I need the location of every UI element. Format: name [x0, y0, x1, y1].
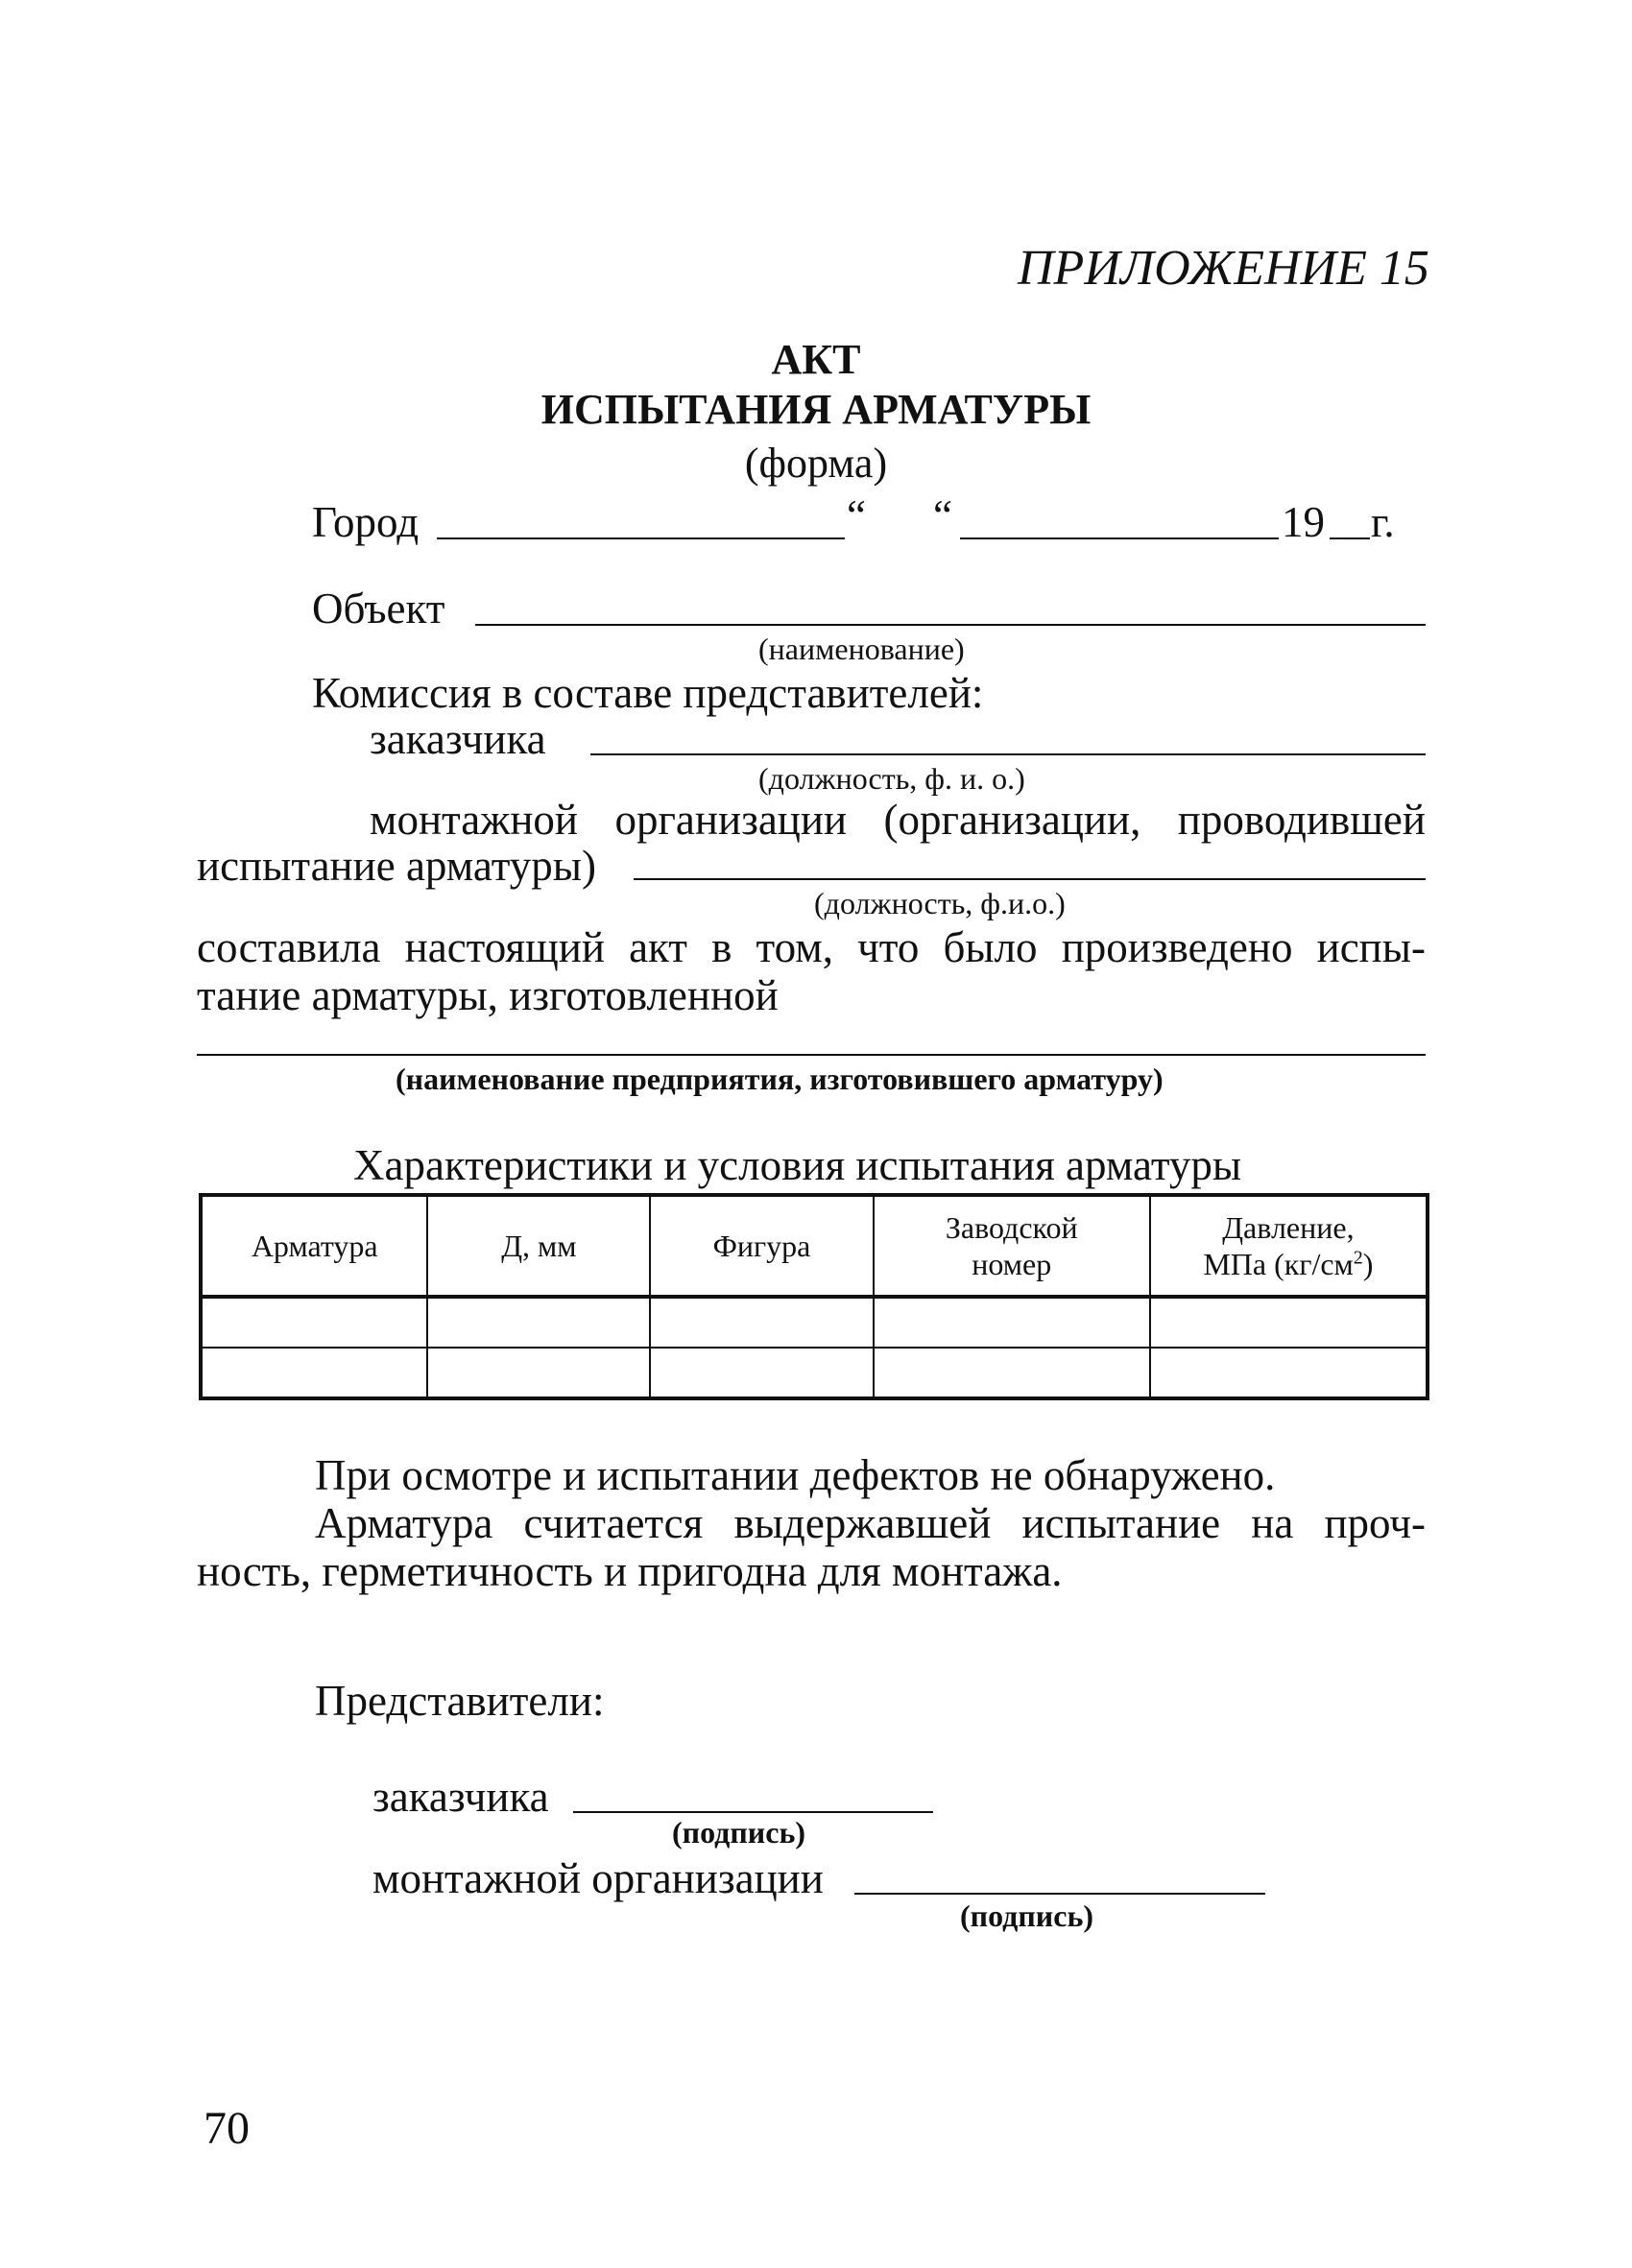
- header-serial-line-1: Заводской: [945, 1209, 1078, 1245]
- table-cell: [1150, 1297, 1428, 1348]
- conclusion-word: испытание: [1021, 1499, 1221, 1547]
- header-pressure-sup: 2: [1353, 1247, 1363, 1269]
- title-line-2: ИСПЫТАНИЯ АРМАТУРЫ: [540, 386, 1092, 433]
- conclusion-word: Арматура: [315, 1499, 493, 1547]
- customer-caption: (должность, ф. и. о.): [758, 761, 1025, 796]
- installer-blank-line: [634, 878, 1426, 880]
- installer-word: монтажной: [370, 796, 579, 844]
- table-header-cell: [201, 1195, 427, 1297]
- statement-word: произведено: [1061, 923, 1293, 971]
- header-diameter: Д, мм: [501, 1228, 577, 1263]
- header-pressure-tail: ): [1362, 1247, 1374, 1281]
- installer-word: проводившей: [1177, 796, 1426, 844]
- installer-word: организации: [614, 796, 848, 844]
- installer-line-1: [370, 796, 1426, 844]
- conclusion-line-3: ность, герметичность и пригодна для монтажа.: [197, 1547, 1063, 1595]
- conclusion-line-1: При осмотре и испытании дефектов не обнаружено.: [315, 1451, 1276, 1499]
- statement-word: что: [857, 923, 920, 971]
- signature-customer-line: [573, 1811, 933, 1813]
- characteristics-table: [199, 1193, 1429, 1400]
- customer-blank-line: [590, 753, 1426, 755]
- manufacturer-blank-line: [197, 1054, 1426, 1056]
- conclusion-word: проч-: [1324, 1499, 1426, 1547]
- table-cell: [427, 1297, 650, 1348]
- date-day-quote-close: “: [933, 491, 952, 539]
- date-year-blank-line: [1330, 537, 1370, 539]
- table-row: [201, 1297, 1428, 1348]
- header-armature: Арматура: [251, 1228, 378, 1263]
- city-label: Город: [312, 498, 420, 546]
- signature-installer-label: монтажной организации: [372, 1854, 824, 1902]
- date-year-suffix: г.: [1371, 498, 1395, 546]
- signature-installer-caption: (подпись): [960, 1898, 1094, 1933]
- table-header-cell: [650, 1195, 873, 1297]
- signature-installer-line: [854, 1893, 1265, 1895]
- statement-word: было: [943, 923, 1038, 971]
- table-cell: [874, 1297, 1150, 1348]
- table-header-cell: [1150, 1195, 1428, 1297]
- object-label: Объект: [312, 585, 445, 633]
- table-cell: [201, 1297, 427, 1348]
- statement-word: испы-: [1316, 923, 1426, 971]
- statement-word: составила: [197, 923, 381, 971]
- conclusion-line-2: [315, 1499, 1426, 1547]
- installer-caption: (должность, ф.и.о.): [814, 886, 1066, 920]
- appendix-heading: ПРИЛОЖЕНИЕ 15: [1018, 241, 1429, 296]
- date-day-quote-open: “: [847, 491, 866, 539]
- statement-line-1: [197, 923, 1426, 971]
- commission-intro: Комиссия в составе представителей:: [312, 669, 984, 717]
- installer-word: (организации,: [883, 796, 1141, 844]
- page-number: 70: [204, 2103, 250, 2154]
- signature-customer-caption: (подпись): [672, 1815, 806, 1850]
- table-header-row: [201, 1195, 1428, 1297]
- table-caption: Характеристики и условия испытания арматуры: [353, 1141, 1242, 1189]
- conclusion-word: выдержавшей: [733, 1499, 992, 1547]
- header-pressure-line-2: [1151, 1246, 1426, 1282]
- statement-line-2: тание арматуры, изготовленной: [197, 971, 779, 1019]
- table-row: [201, 1348, 1428, 1398]
- statement-word: акт: [629, 923, 687, 971]
- date-month-blank-line: [960, 537, 1279, 539]
- header-pressure-line-1: Давление,: [1222, 1209, 1355, 1245]
- table-cell: [201, 1348, 427, 1398]
- manufacturer-caption: (наименование предприятия, изготовившего арматуру): [396, 1062, 1164, 1096]
- header-pressure-unit: МПа (кг/см: [1203, 1247, 1354, 1281]
- header-figure: Фигура: [712, 1228, 811, 1263]
- object-caption: (наименование): [758, 632, 965, 666]
- title-line-1: АКТ: [771, 336, 861, 383]
- table-cell: [427, 1348, 650, 1398]
- table-header-cell: [874, 1195, 1150, 1297]
- date-year-prefix: 19: [1282, 498, 1325, 546]
- conclusion-word: считается: [523, 1499, 704, 1547]
- document-title: [0, 336, 1632, 491]
- table-cell: [874, 1348, 1150, 1398]
- header-serial-line-2: номер: [972, 1247, 1052, 1281]
- statement-word: том,: [756, 923, 833, 971]
- statement-word: настоящий: [404, 923, 605, 971]
- table-cell: [650, 1297, 873, 1348]
- object-blank-line: [475, 624, 1426, 626]
- signature-customer-label: заказчика: [372, 1773, 549, 1821]
- installer-line-2: испытание арматуры): [197, 842, 597, 890]
- customer-label: заказчика: [370, 715, 546, 763]
- table-cell: [1150, 1348, 1428, 1398]
- city-blank-line: [437, 537, 845, 539]
- table-cell: [650, 1348, 873, 1398]
- statement-word: в: [711, 923, 732, 971]
- conclusion-word: на: [1251, 1499, 1294, 1547]
- table-header-cell: [427, 1195, 650, 1297]
- title-line-3: (форма): [744, 440, 888, 487]
- signatures-heading: Представители:: [315, 1677, 605, 1725]
